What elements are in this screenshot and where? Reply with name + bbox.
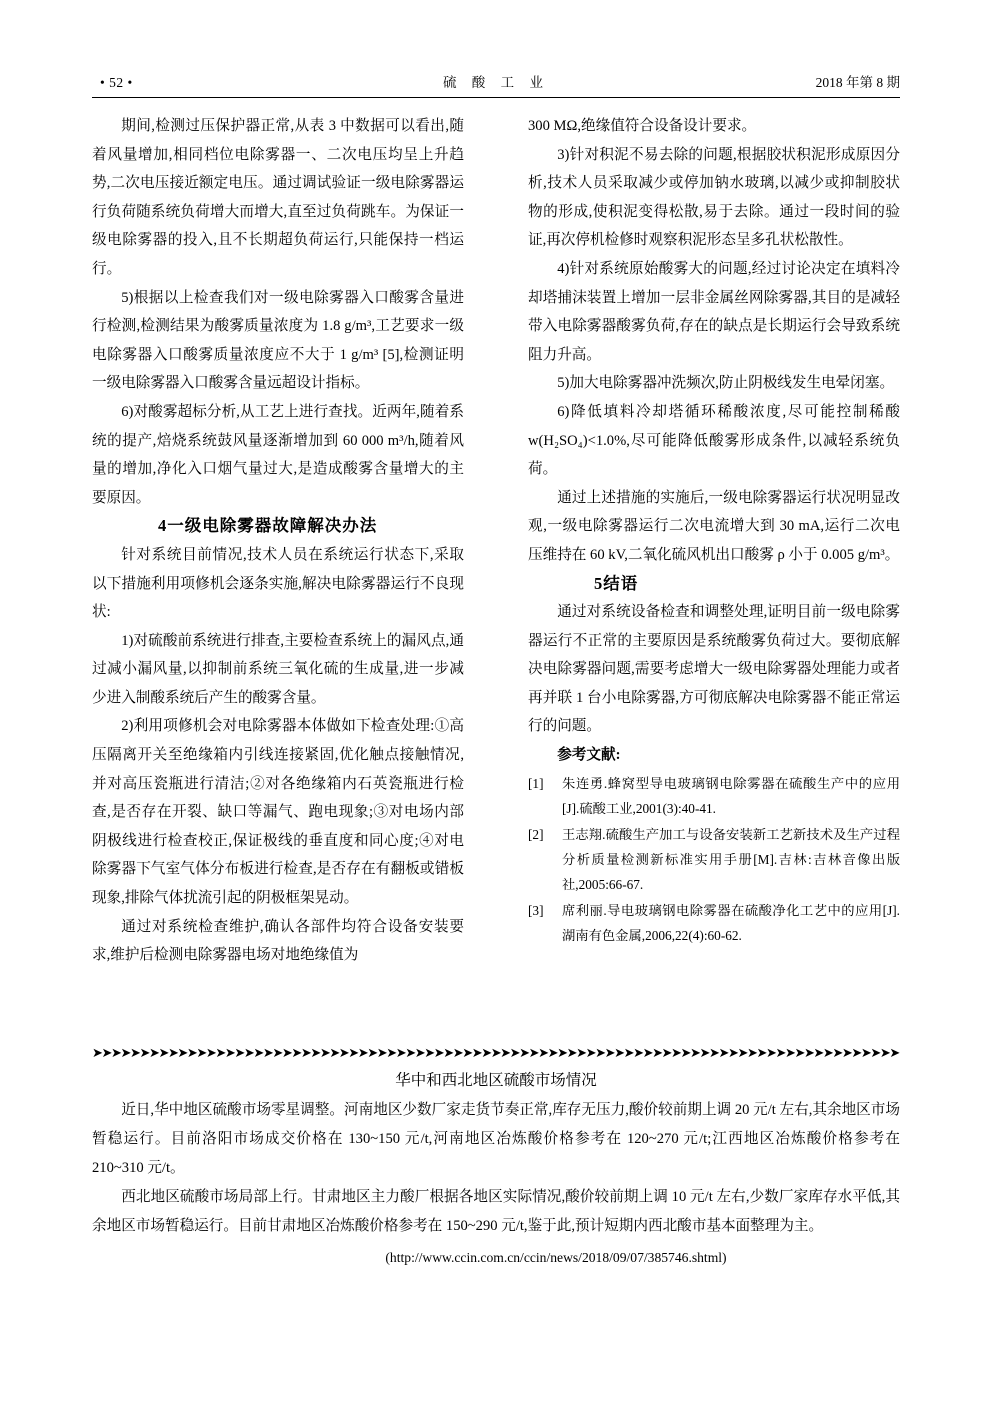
paragraph: 针对系统目前情况,技术人员在系统运行状态下,采取以下措施利用项修机会逐条实施,解决电除雾器运行不良现状: [92,546,464,621]
news-title: 华中和西北地区硫酸市场情况 [395,1072,597,1089]
header-rule [92,97,900,98]
paragraph: 5)加大电除雾器冲洗频次,防止阴极线发生电晕闭塞。 [557,375,895,392]
reference-item [528,898,900,948]
reference-text: 席利丽.导电玻璃钢电除雾器在硫酸净化工艺中的应用[J].湖南有色金属,2006,22(4):60-62. [562,902,900,943]
paragraph: 6)降低填料冷却塔循环稀酸浓度,尽可能控制稀酸 w(H₂SO₄)<1.0%,尽可能降低酸雾形成条件,以减轻系统负荷。 [528,403,900,478]
section-number: 5 [594,573,604,593]
paragraph: 通过对系统检查维护,确认各部件均符合设备安装要求,维护后检测电除雾器电场对地绝缘值为 [92,918,464,964]
right-column [528,112,900,948]
paragraph: 期间,检测过压保护器正常,从表 3 中数据可以看出,随着风量增加,相同档位电除雾器一、二次电压均呈上升趋势,二次电压接近额定电压。通过调试验证一级电除雾器运行负荷随系统负荷增大而增大,直至过负荷跳车。为保证一级电除雾器的投入,且不长期超负荷运行,只能保持一档运行。 [92,118,464,277]
section-heading-4 [92,512,464,541]
paragraph: 5)根据以上检查我们对一级电除雾器入口酸雾含量进行检测,检测结果为酸雾质量浓度为 1.8 g/m³,工艺要求一级电除雾器入口酸雾质量浓度应不大于 1 g/m³ [5],检测证明一级电除雾器入口酸雾含量远超设计指标。 [92,289,464,392]
page-number: • 52 • [100,75,133,90]
reference-item [528,822,900,897]
reference-number: [2] [528,826,544,842]
reference-number: [3] [528,902,544,918]
reference-number: [1] [528,775,544,791]
issue-label: 2018 年第 8 期 [815,75,900,90]
section-title: 一级电除雾器故障解决办法 [167,516,378,536]
paragraph: 2)利用项修机会对电除雾器本体做如下检查处理:①高压隔离开关至绝缘箱内引线连接紧固,优化触点接触情况,并对高压瓷瓶进行清洁;②对各绝缘箱内石英瓷瓶进行检查,是否存在开裂、缺口等漏气、跑电现象;③对电场内部阴极线进行检查校正,保证极线的垂直度和同心度;④对电除雾器下气室气体分布板进行检查,是否存在有翻板或错板现象,排除气体扰流引起的阴极框架晃动。 [92,718,464,907]
paragraph: 1)对硫酸前系统进行排查,主要检查系统上的漏风点,通过减小漏风量,以抑制前系统三氧化硫的生成量,进一步减少进入制酸系统后产生的酸雾含量。 [92,632,464,706]
section-heading-5 [528,570,900,599]
body-columns [92,112,900,970]
left-column [92,112,464,970]
decorative-separator: ➤➤➤➤➤➤➤➤➤➤➤➤➤➤➤➤➤➤➤➤➤➤➤➤➤➤➤➤➤➤➤➤➤➤➤➤➤➤➤➤➤➤➤➤➤➤➤➤➤➤➤➤➤➤➤➤➤➤➤➤➤➤➤➤➤➤➤➤➤➤➤➤➤➤➤➤➤➤➤➤➤➤➤➤➤ [92,1046,899,1060]
section-title: 结语 [603,573,639,593]
paragraph: 3)针对积泥不易去除的问题,根据胶状积泥形成原因分析,技术人员采取减少或停加钠水玻璃,以减少或抑制胶状物的形成,使积泥变得松散,易于去除。通过一段时间的验证,再次停机检修时观察积泥形态呈多孔状松散性。 [528,146,900,249]
references-heading: 参考文献: [557,747,621,764]
news-source-url: (http://www.ccin.com.cn/ccin/news/2018/09/07/385746.shtml) [385,1250,727,1265]
reference-item [528,771,900,821]
news-paragraph: 西北地区硫酸市场局部上行。甘肃地区主力酸厂根据各地区实际情况,酸价较前期上调 10 元/t 左右,少数厂家库存水平低,其余地区市场暂稳运行。目前甘肃地区冶炼酸价格参考在 150~290 元/t,鉴于此,预计短期内西北酸市基本面整理为主。 [92,1189,900,1234]
section-number: 4 [158,516,168,536]
journal-title: 硫 酸 工 业 [442,75,550,90]
paragraph: 300 MΩ,绝缘值符合设备设计要求。 [528,118,757,134]
reference-text: 朱连勇.蜂窝型导电玻璃钢电除雾器在硫酸生产中的应用[J].硫酸工业,2001(3):40-41. [562,775,900,816]
paragraph: 4)针对系统原始酸雾大的问题,经过讨论决定在填料冷却塔捕沫装置上增加一层非金属丝网除雾器,其目的是减轻带入电除雾器酸雾负荷,存在的缺点是长期运行会导致系统阻力升高。 [528,260,900,363]
news-paragraph: 近日,华中地区硫酸市场零星调整。河南地区少数厂家走货节奏正常,库存无压力,酸价较前期上调 20 元/t 左右,其余地区市场暂稳运行。目前洛阳市场成交价格在 130~150 元/t,河南地区冶炼酸价格参考在 120~270 元/t;江西地区冶炼酸价格参考在 210~310 元/t。 [92,1102,900,1176]
paragraph: 6)对酸雾超标分析,从工艺上进行查找。近两年,随着系统的提产,焙烧系统鼓风量逐渐增加到 60 000 m³/h,随着风量的增加,净化入口烟气量过大,是造成酸雾含量增大的主要原因。 [92,403,464,506]
paragraph: 通过上述措施的实施后,一级电除雾器运行状况明显改观,一级电除雾器运行二次电流增大到 30 mA,运行二次电压维持在 60 kV,二氧化硫风机出口酸雾 ρ 小于 0.005 g/m³。 [528,489,900,563]
reference-text: 王志翔.硫酸生产加工与设备安装新工艺新技术及生产过程分析质量检测新标准实用手册[M].吉林:吉林音像出版社,2005:66-67. [562,826,900,892]
news-block [92,1066,900,1272]
running-head [92,72,900,94]
paragraph: 通过对系统设备检查和调整处理,证明目前一级电除雾器运行不正常的主要原因是系统酸雾负荷过大。要彻底解决电除雾器问题,需要考虑增大一级电除雾器处理能力或者再并联 1 台小电除雾器,方可彻底解决电除雾器不能正常运行的问题。 [528,604,900,735]
